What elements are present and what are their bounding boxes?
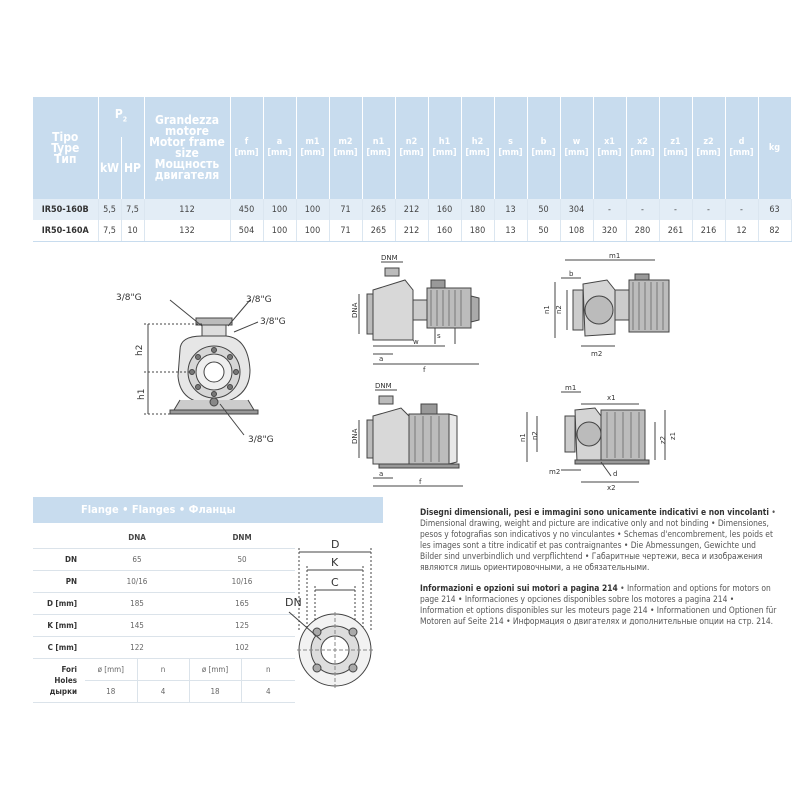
cell-dnm: 102 <box>189 637 295 659</box>
dim-cell: 180 <box>461 220 494 242</box>
dim-cell: 50 <box>527 199 560 220</box>
motor-cell: 132 <box>144 220 230 242</box>
dim-cell: 265 <box>362 220 395 242</box>
flange-dim-D: D <box>331 538 340 551</box>
holes-dia-label: ø [mm] <box>189 659 241 681</box>
flange-title: Flange • Flanges • Фланцы <box>33 497 383 523</box>
dim-cell: 12 <box>725 220 758 242</box>
col-dna: DNA <box>85 527 189 549</box>
dim-cell: 504 <box>230 220 263 242</box>
header-kg: kg <box>758 97 791 199</box>
end-view-drawing-bottom <box>515 382 685 492</box>
dim-cell: - <box>725 199 758 220</box>
dim-cell: 265 <box>362 199 395 220</box>
cell-dnm: 165 <box>189 593 295 615</box>
header-kw: kW <box>98 137 121 199</box>
header-dim: a [mm] <box>263 97 296 199</box>
header-p2: $P_2$ <box>98 97 144 137</box>
kg-cell: 63 <box>758 199 791 220</box>
dim-cell: 100 <box>296 199 329 220</box>
holes-n-label: n <box>137 659 189 681</box>
dim-label: n1 <box>543 305 551 314</box>
header-motor: Grandezza motore Motor frame size Мощность двигателя <box>144 97 230 199</box>
cell-dna: 122 <box>85 637 189 659</box>
cell-dna: 65 <box>85 549 189 571</box>
dim-label: m2 <box>549 468 561 476</box>
holes-n-label: n <box>241 659 295 681</box>
model-cell: IR50-160B <box>33 199 98 220</box>
dim-label: w <box>413 338 419 346</box>
dim-cell: 160 <box>428 220 461 242</box>
dim-label: b <box>569 270 574 278</box>
kg-cell: 82 <box>758 220 791 242</box>
motor-info-note: Informazioni e opzioni sui motori a pagina 214 • Information and options for motors on page 214 • Informaciones y opciones disponibles sobre los motores a pagina 214 • Information et options disponibles sur les moteurs page 214 • Informationen und Optionen für Motoren auf Seite 214 • Информация о двигателях и дополнительные опции на стр. 214. <box>420 583 777 626</box>
flange-header-row <box>33 527 295 549</box>
flange-table <box>33 527 295 703</box>
table-row <box>33 549 295 571</box>
table-row <box>33 199 791 220</box>
dim-cell: 261 <box>659 220 692 242</box>
row-label: D [mm] <box>33 593 85 615</box>
dim-cell: - <box>626 199 659 220</box>
header-dim: h1 [mm] <box>428 97 461 199</box>
dim-cell: 216 <box>692 220 725 242</box>
holes-dia-value: 18 <box>85 681 137 703</box>
header-tipo: Tipo Type Тип <box>33 97 98 199</box>
dim-label: a <box>379 355 384 363</box>
hp-cell: 10 <box>121 220 144 242</box>
front-view-drawing <box>110 280 320 450</box>
disclaimer-note: Disegni dimensionali, pesi e immagini sono unicamente indicativi e non vincolanti • Dimensional drawing, weight and picture are indicative only and not binding • Dimensiones, pesos y fotografias son indicativos y no vinculantes • Schemas d'encombrement, les poids et les images sont a titre indicatif et pas contraignantes • Die Abmessungen, Gewichte und Bilder sind unverbindlich und verpflichtend • Габаритные чертежи, веса и изображения являются лишь ориентировочными, а не обязательными. <box>420 507 776 572</box>
dim-label: s <box>437 332 441 340</box>
cell-dna: 185 <box>85 593 189 615</box>
dim-cell: 100 <box>263 199 296 220</box>
dim-label-h1: h1 <box>137 388 147 400</box>
dim-cell: 71 <box>329 220 362 242</box>
flange-dim-DN: DN <box>285 596 302 609</box>
header-dim: x2 [mm] <box>626 97 659 199</box>
holes-dia-value: 18 <box>189 681 241 703</box>
header-dim: x1 [mm] <box>593 97 626 199</box>
dim-cell: 108 <box>560 220 593 242</box>
dim-cell: 100 <box>263 220 296 242</box>
flange-dim-K: K <box>331 556 339 569</box>
kw-cell: 7,5 <box>98 220 121 242</box>
side-view-drawing-bottom <box>345 380 495 490</box>
dim-cell: 13 <box>494 220 527 242</box>
header-dim: s [mm] <box>494 97 527 199</box>
dim-label: DNA <box>351 428 359 444</box>
dim-label: n2 <box>555 305 563 314</box>
dim-label: f <box>423 366 426 374</box>
dim-cell: 180 <box>461 199 494 220</box>
port-label: 3/8"G <box>116 293 142 303</box>
header-dim: n1 [mm] <box>362 97 395 199</box>
table-row <box>33 571 295 593</box>
cell-dna: 10/16 <box>85 571 189 593</box>
dim-label: n1 <box>519 433 527 442</box>
dim-label: DNM <box>375 382 392 390</box>
row-label: K [mm] <box>33 615 85 637</box>
header-dim: h2 [mm] <box>461 97 494 199</box>
row-label: DN <box>33 549 85 571</box>
flange-drawing <box>285 532 385 692</box>
dim-label: m2 <box>591 350 603 358</box>
dim-label-h2: h2 <box>135 344 145 356</box>
table-row <box>33 637 295 659</box>
dim-label: z2 <box>659 435 667 444</box>
holes-sub-row <box>33 659 295 681</box>
header-dim: z2 [mm] <box>692 97 725 199</box>
dim-cell: 71 <box>329 199 362 220</box>
table-row <box>33 220 791 242</box>
col-dnm: DNM <box>189 527 295 549</box>
hp-cell: 7,5 <box>121 199 144 220</box>
flange-dim-C: C <box>331 576 339 589</box>
header-dim: w [mm] <box>560 97 593 199</box>
dim-cell: 50 <box>527 220 560 242</box>
dim-label: DNM <box>381 254 398 262</box>
header-hp: HP <box>121 137 144 199</box>
dim-cell: 280 <box>626 220 659 242</box>
dim-label: z1 <box>669 431 677 440</box>
dim-cell: 13 <box>494 199 527 220</box>
kw-cell: 5,5 <box>98 199 121 220</box>
table-row <box>33 615 295 637</box>
table-row <box>33 593 295 615</box>
dim-label: x1 <box>607 394 616 402</box>
header-dim: f [mm] <box>230 97 263 199</box>
dim-cell: 160 <box>428 199 461 220</box>
port-label: 3/8"G <box>246 295 272 305</box>
header-dim: m2 [mm] <box>329 97 362 199</box>
dim-label: n2 <box>531 431 539 440</box>
dim-cell: 320 <box>593 220 626 242</box>
motor-cell: 112 <box>144 199 230 220</box>
cell-dnm: 125 <box>189 615 295 637</box>
header-dim: d [mm] <box>725 97 758 199</box>
end-view-drawing-top <box>515 250 675 360</box>
dim-label: f <box>419 478 422 486</box>
header-dim: m1 [mm] <box>296 97 329 199</box>
cell-dna: 145 <box>85 615 189 637</box>
dim-cell: 304 <box>560 199 593 220</box>
dim-cell: 212 <box>395 199 428 220</box>
dim-cell: 450 <box>230 199 263 220</box>
model-cell: IR50-160A <box>33 220 98 242</box>
notes-section <box>420 507 780 637</box>
header-dim: n2 [mm] <box>395 97 428 199</box>
port-label: 3/8"G <box>260 317 286 327</box>
cell-dnm: 50 <box>189 549 295 571</box>
dim-label: m1 <box>565 384 577 392</box>
cell-dnm: 10/16 <box>189 571 295 593</box>
dim-label: m1 <box>609 252 621 260</box>
holes-dia-label: ø [mm] <box>85 659 137 681</box>
holes-n-value: 4 <box>241 681 295 703</box>
dim-label: x2 <box>607 484 616 492</box>
dim-cell: - <box>593 199 626 220</box>
row-label: C [mm] <box>33 637 85 659</box>
dim-cell: - <box>659 199 692 220</box>
side-view-drawing-top <box>345 250 495 375</box>
row-label: PN <box>33 571 85 593</box>
spec-table <box>33 97 792 242</box>
holes-label: Fori Holes дырки <box>33 659 85 703</box>
dim-cell: - <box>692 199 725 220</box>
port-label: 3/8"G <box>248 435 274 445</box>
header-dim: z1 [mm] <box>659 97 692 199</box>
dim-label: d <box>613 470 618 478</box>
dim-label: a <box>379 470 384 478</box>
dim-label: DNA <box>351 302 359 318</box>
header-dim: b [mm] <box>527 97 560 199</box>
dim-cell: 212 <box>395 220 428 242</box>
holes-n-value: 4 <box>137 681 189 703</box>
dim-cell: 100 <box>296 220 329 242</box>
